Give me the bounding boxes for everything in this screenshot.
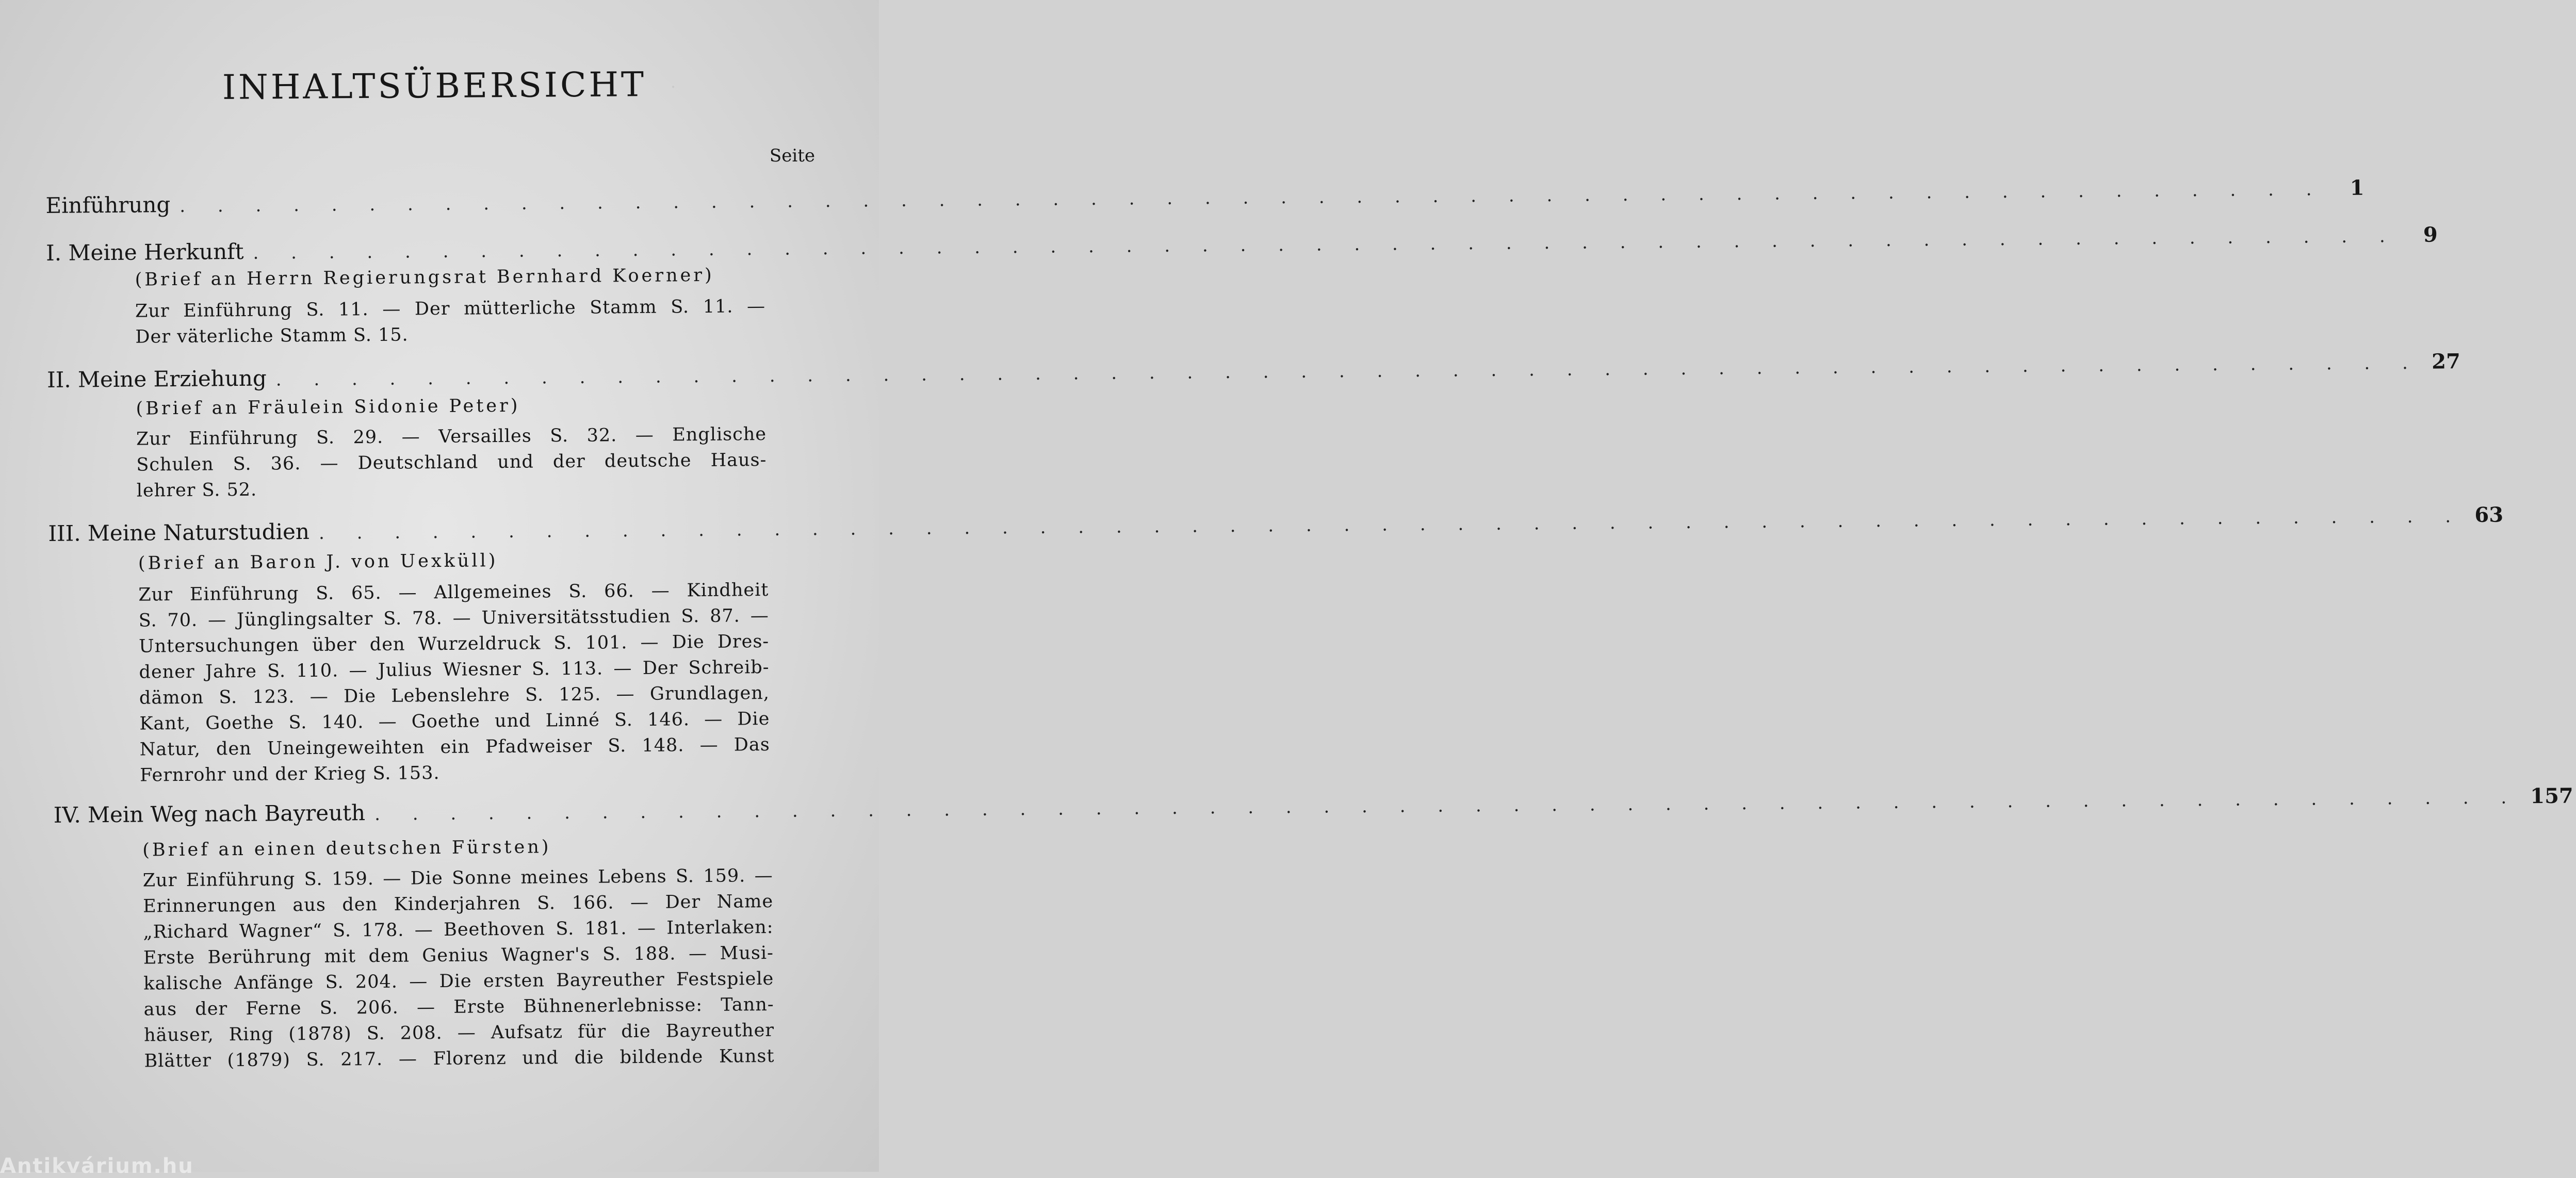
page-column-header: Seite xyxy=(769,145,815,166)
toc-entry-label: III. Meine Naturstudien xyxy=(48,518,310,546)
toc-entry-page: 157 xyxy=(2530,783,2573,809)
dot-leader: . . . . . . . . . . . . . . . . . . . . . . . . . . . . . . . . . . . . . . . . . . . . . . . . . . . . . . . . . xyxy=(318,506,2465,544)
description-line: „Richard Wagner“ S. 178. — Beethoven S. 181. — Interlaken: xyxy=(143,917,774,943)
description-line: Fernrohr und der Krieg S. 153. xyxy=(139,762,440,786)
toc-entry-herkunft[interactable] xyxy=(45,222,2438,266)
description-line: Zur Einführung S. 65. — Allgemeines S. 66. — Kindheit xyxy=(138,579,769,606)
description-line: Erinnerungen aus den Kinderjahren S. 166. — Der Name xyxy=(142,891,774,917)
toc-entry-letter: (Brief an Herrn Regierungsrat Bernhard Koerner) xyxy=(135,265,714,290)
description-line: Zur Einführung S. 159. — Die Sonne meines Lebens S. 159. — xyxy=(142,865,773,891)
description-line: Zur Einführung S. 29. — Versailles S. 32. — Englische xyxy=(136,423,767,450)
toc-entry-label: I. Meine Herkunft xyxy=(45,238,244,266)
description-line: Der väterliche Stamm S. 15. xyxy=(135,324,409,348)
bleed-through-text: . xyxy=(671,72,676,92)
description-line: dämon S. 123. — Die Lebenslehre S. 125. — Grundlagen, xyxy=(139,682,770,709)
toc-entry-letter: (Brief an einen deutschen Fürsten) xyxy=(142,837,551,861)
description-line: Natur, den Uneingeweihten ein Pfadweiser S. 148. — Das xyxy=(139,734,770,760)
toc-entry-bayreuth[interactable] xyxy=(53,783,2573,828)
description-line: kalische Anfänge S. 204. — Die ersten Bayreuther Festspiele xyxy=(143,968,774,994)
dot-leader: . . . . . . . . . . . . . . . . . . . . . . . . . . . . . . . . . . . . . . . . . . . . . . . . . . . . . . . . . xyxy=(374,787,2520,825)
toc-entry-page: 63 xyxy=(2474,502,2504,527)
description-line: Schulen S. 36. — Deutschland und der deutsche Haus- xyxy=(136,449,767,476)
description-line: Untersuchungen über den Wurzeldruck S. 101. — Die Dres- xyxy=(139,631,770,657)
toc-entry-erziehung[interactable] xyxy=(46,349,2461,392)
toc-entry-einfuehrung[interactable] xyxy=(45,175,2365,218)
dot-leader: . . . . . . . . . . . . . . . . . . . . . . . . . . . . . . . . . . . . . . . . . . . . . . . . . . . . . . . . . xyxy=(275,352,2422,390)
description-line: aus der Ferne S. 206. — Erste Bühnenerlebnisse: Tann- xyxy=(143,994,774,1020)
description-line: lehrer S. 52. xyxy=(136,479,257,501)
toc-entry-description xyxy=(143,863,775,1074)
toc-entry-label: II. Meine Erziehung xyxy=(46,365,267,392)
description-line: Zur Einführung S. 11. — Der mütterliche Stamm S. 11. — xyxy=(135,296,766,322)
description-line: Blätter (1879) S. 217. — Florenz und die bildende Kunst xyxy=(144,1045,775,1072)
toc-entry-naturstudien[interactable] xyxy=(48,502,2504,546)
page-title: INHALTSÜBERSICHT xyxy=(222,64,647,107)
description-line: S. 70. — Jünglingsalter S. 78. — Universitätsstudien S. 87. — xyxy=(138,605,769,631)
toc-entry-description xyxy=(136,421,767,504)
watermark: Antikvárium.hu xyxy=(0,1154,194,1178)
toc-entry-description xyxy=(138,577,770,789)
description-line: Erste Berührung mit dem Genius Wagner's S. 188. — Musi- xyxy=(143,942,774,969)
toc-entry-page: 27 xyxy=(2432,349,2461,374)
dot-leader: . . . . . . . . . . . . . . . . . . . . . . . . . . . . . . . . . . . . . . . . . . . . . . . . . . . . . . . . . xyxy=(253,226,2399,264)
description-line: Kant, Goethe S. 140. — Goethe und Linné S. 146. — Die xyxy=(139,708,770,734)
toc-entry-page: 9 xyxy=(2423,222,2438,247)
dot-leader: . . . . . . . . . . . . . . . . . . . . . . . . . . . . . . . . . . . . . . . . . . . . . . . . . . . . . . . . . xyxy=(180,179,2325,217)
toc-entry-page: 1 xyxy=(2350,175,2365,200)
toc-entry-letter: (Brief an Baron J. von Uexküll) xyxy=(138,550,498,574)
toc-entry-description xyxy=(135,293,766,350)
toc-entry-label: IV. Mein Weg nach Bayreuth xyxy=(53,800,366,828)
toc-entry-label: Einführung xyxy=(45,192,171,218)
description-line: dener Jahre S. 110. — Julius Wiesner S. 113. — Der Schreib- xyxy=(139,657,770,683)
description-line: häuser, Ring (1878) S. 208. — Aufsatz für die Bayreuther xyxy=(143,1020,775,1046)
toc-entry-letter: (Brief an Fräulein Sidonie Peter) xyxy=(136,395,520,419)
